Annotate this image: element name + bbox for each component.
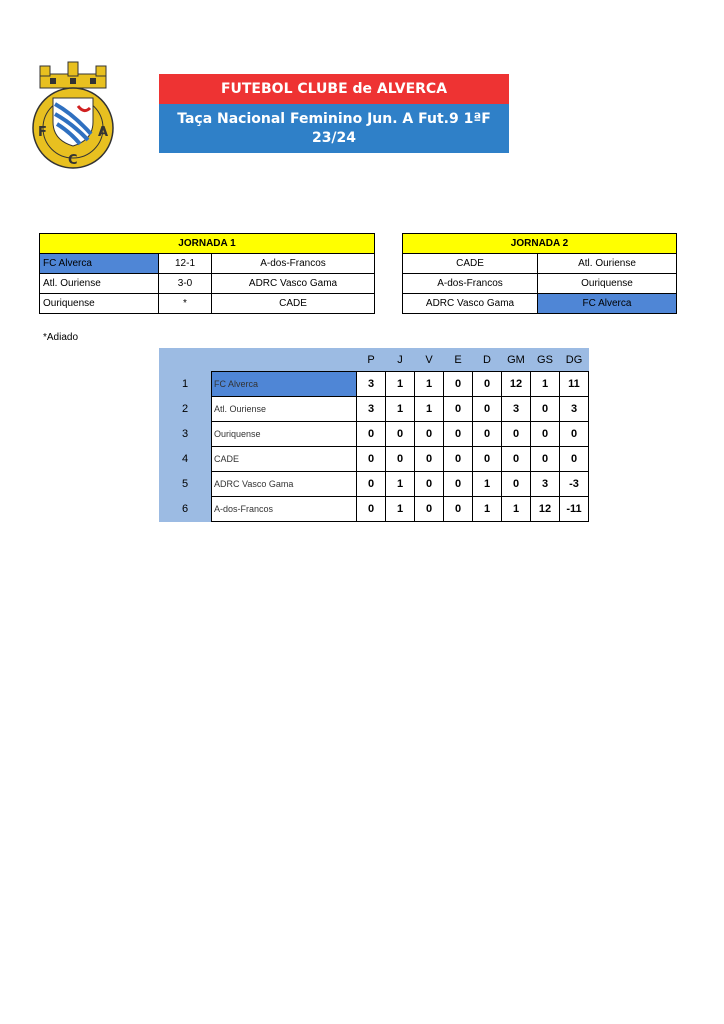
stat-v: 1	[415, 397, 444, 422]
stat-gm: 0	[502, 447, 531, 472]
game-score: 12-1	[159, 254, 212, 274]
postponed-note: *Adiado	[43, 332, 79, 343]
jornada-1-game	[40, 254, 375, 274]
stat-v: 0	[415, 447, 444, 472]
stat-d: 0	[473, 422, 502, 447]
stat-j: 1	[386, 497, 415, 522]
stat-v: 0	[415, 472, 444, 497]
stat-dg: -11	[560, 497, 589, 522]
away-team: Atl. Ouriense	[538, 254, 677, 274]
stat-gs: 0	[531, 422, 560, 447]
club-crest-logo	[28, 60, 118, 170]
team-name: Ouriquense	[212, 422, 357, 447]
stat-d: 0	[473, 447, 502, 472]
away-team: A-dos-Francos	[212, 254, 375, 274]
rank: 2	[159, 397, 212, 422]
jornada-2-game	[403, 294, 677, 314]
rank: 4	[159, 447, 212, 472]
competition-name: Taça Nacional Feminino Jun. A Fut.9 1ªF	[177, 111, 491, 127]
rank: 1	[159, 372, 212, 397]
stat-j: 0	[386, 422, 415, 447]
season-label: 23/24	[311, 130, 357, 146]
standings-header-row	[159, 348, 589, 372]
stat-gs: 1	[531, 372, 560, 397]
stat-j: 0	[386, 447, 415, 472]
stat-e: 0	[444, 447, 473, 472]
stat-p: 0	[357, 422, 386, 447]
home-team: Ouriquense	[40, 294, 159, 314]
stat-d: 1	[473, 497, 502, 522]
stat-e: 0	[444, 372, 473, 397]
stat-j: 1	[386, 372, 415, 397]
stat-p: 0	[357, 447, 386, 472]
jornada-1-header: JORNADA 1	[40, 234, 375, 254]
stat-gs: 0	[531, 397, 560, 422]
stat-dg: -3	[560, 472, 589, 497]
team-name: Atl. Ouriense	[212, 397, 357, 422]
crest-letter-c: C	[68, 153, 78, 168]
standings-row	[159, 397, 589, 422]
away-team: ADRC Vasco Gama	[212, 274, 375, 294]
rank: 3	[159, 422, 212, 447]
team-name: FC Alverca	[212, 372, 357, 397]
header-j: J	[386, 348, 415, 372]
club-title: FUTEBOL CLUBE de ALVERCA	[159, 74, 509, 104]
standings-row	[159, 447, 589, 472]
stat-gm: 0	[502, 472, 531, 497]
stat-gs: 12	[531, 497, 560, 522]
jornada-1-game	[40, 274, 375, 294]
jornada-2-game	[403, 254, 677, 274]
rank: 6	[159, 497, 212, 522]
game-score: 3-0	[159, 274, 212, 294]
jornada-1-game	[40, 294, 375, 314]
stat-p: 3	[357, 372, 386, 397]
stat-dg: 0	[560, 422, 589, 447]
header-e: E	[444, 348, 473, 372]
stat-j: 1	[386, 397, 415, 422]
jornada-2-table	[402, 233, 677, 314]
stat-p: 0	[357, 497, 386, 522]
standings-table	[159, 348, 589, 522]
stat-d: 0	[473, 397, 502, 422]
header-d: D	[473, 348, 502, 372]
stat-e: 0	[444, 472, 473, 497]
stat-v: 0	[415, 497, 444, 522]
crest-letter-f: F	[38, 125, 47, 140]
team-name: A-dos-Francos	[212, 497, 357, 522]
home-team: CADE	[403, 254, 538, 274]
home-team: ADRC Vasco Gama	[403, 294, 538, 314]
team-name: ADRC Vasco Gama	[212, 472, 357, 497]
stat-dg: 3	[560, 397, 589, 422]
away-team: FC Alverca	[538, 294, 677, 314]
stat-v: 0	[415, 422, 444, 447]
stat-e: 0	[444, 497, 473, 522]
competition-subtitle	[159, 104, 509, 153]
home-team: A-dos-Francos	[403, 274, 538, 294]
home-team: FC Alverca	[40, 254, 159, 274]
stat-e: 0	[444, 397, 473, 422]
away-team: Ouriquense	[538, 274, 677, 294]
team-name: CADE	[212, 447, 357, 472]
jornada-1-table	[39, 233, 375, 314]
standings-row	[159, 472, 589, 497]
header-p: P	[357, 348, 386, 372]
stat-gm: 3	[502, 397, 531, 422]
team-header-cell	[212, 348, 357, 372]
stat-dg: 0	[560, 447, 589, 472]
header-v: V	[415, 348, 444, 372]
stat-v: 1	[415, 372, 444, 397]
stat-d: 1	[473, 472, 502, 497]
stat-dg: 11	[560, 372, 589, 397]
rank: 5	[159, 472, 212, 497]
standings-row	[159, 497, 589, 522]
header-gs: GS	[531, 348, 560, 372]
rank-header-cell	[159, 348, 212, 372]
stat-j: 1	[386, 472, 415, 497]
stat-gm: 0	[502, 422, 531, 447]
stat-d: 0	[473, 372, 502, 397]
standings-row	[159, 422, 589, 447]
jornada-2-header: JORNADA 2	[403, 234, 677, 254]
stat-gm: 12	[502, 372, 531, 397]
stat-gs: 3	[531, 472, 560, 497]
jornada-2-game	[403, 274, 677, 294]
header-dg: DG	[560, 348, 589, 372]
stat-p: 0	[357, 472, 386, 497]
header-gm: GM	[502, 348, 531, 372]
stat-e: 0	[444, 422, 473, 447]
home-team: Atl. Ouriense	[40, 274, 159, 294]
stat-gs: 0	[531, 447, 560, 472]
crest-letter-a: A	[98, 125, 109, 140]
standings-row	[159, 372, 589, 397]
stat-gm: 1	[502, 497, 531, 522]
away-team: CADE	[212, 294, 375, 314]
stat-p: 3	[357, 397, 386, 422]
game-score: *	[159, 294, 212, 314]
